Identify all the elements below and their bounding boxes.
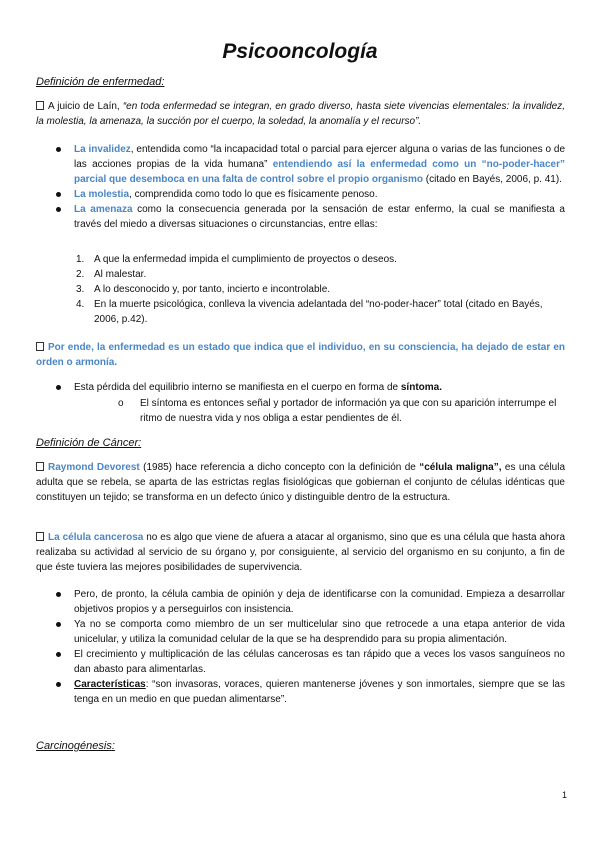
heading-definicion-enfermedad: Definición de enfermedad: bbox=[36, 76, 165, 88]
bullet-icon bbox=[56, 652, 61, 657]
numbered-item: 3. A lo desconocido y, por tanto, incierto e incontrolable. bbox=[76, 284, 331, 295]
bullet-icon bbox=[56, 207, 61, 212]
list-item: El crecimiento y multiplicación de las células cancerosas es tan rápido que a veces los vasos sanguíneos no dan abasto para alimentarlas. bbox=[56, 647, 565, 677]
heading-carcinogenesis: Carcinogénesis: bbox=[36, 740, 115, 752]
heading-definicion-cancer: Definición de Cáncer: bbox=[36, 437, 142, 449]
bullet-icon bbox=[56, 385, 61, 390]
page-title: Psicooncología bbox=[222, 40, 378, 63]
amenaza-numbered-list bbox=[76, 252, 565, 327]
numbered-item: 2. Al malestar. bbox=[76, 269, 147, 280]
checkbox-glyph-icon bbox=[36, 462, 44, 471]
cancer-cell-list bbox=[56, 587, 565, 707]
list-item: Pero, de pronto, la célula cambia de opinión y deja de identificarse con la comunidad. Empieza a desarrollar objetivos propios y a perseguirlos con insistencia. bbox=[56, 587, 565, 617]
list-item: Características: “son invasoras, voraces, quieren mantenerse jóvenes y son inmortales, siempre que se las tenga en un medio en que puedan alimentarse”. bbox=[56, 677, 565, 707]
numbered-item: 4. En la muerte psicológica, conlleva la vivencia adelantada del “no-poder-hacer” total (citado en Bayés, 2006, p.42). bbox=[76, 299, 543, 325]
list-item: La molestia, comprendida como todo lo que es físicamente penoso. bbox=[56, 187, 565, 202]
vivencias-list bbox=[56, 142, 565, 232]
equilibrium-list bbox=[56, 380, 565, 395]
list-item: La invalidez, entendida como “la incapacidad total o parcial para ejercer alguna o varias de las funciones o de las acciones propias de la vida humana” entendiendo así la enfermedad como un “no-poder-hacer” parcial que desemboca en una falta de control sobre el propio organismo (citado en Bayés, 2006, p. 41). bbox=[56, 142, 565, 187]
celula-cancerosa-paragraph: La célula cancerosa no es algo que viene de afuera a atacar al organismo, sino que es una célula que hasta ahora realizaba su actividad al servicio de su órgano y, por consiguiente, al servicio del organismo en su conjunto, a fin de que éste tuviera las mejores posibilidades de supervivencia. bbox=[36, 532, 566, 573]
page-number: 1 bbox=[561, 790, 567, 800]
list-item: Ya no se comporta como miembro de un ser multicelular sino que retrocede a una etapa anterior de vida unicelular, y utiliza la comunidad celular de la que se ha desprendido para su propia alimentación. bbox=[56, 617, 565, 647]
bullet-icon bbox=[56, 147, 61, 152]
list-item: Esta pérdida del equilibrio interno se manifiesta en el cuerpo en forma de síntoma. bbox=[56, 380, 565, 395]
list-item: La amenaza como la consecuencia generada por la sensación de estar enfermo, la cual se manifiesta a través del miedo a diversas situaciones o circunstancias, entre ellas: bbox=[56, 202, 565, 232]
checkbox-glyph-icon bbox=[36, 532, 44, 541]
sintoma-sublist bbox=[118, 396, 565, 426]
bullet-icon bbox=[56, 192, 61, 197]
conclusion-paragraph: Por ende, la enfermedad es un estado que indica que el individuo, en su consciencia, ha dejado de estar en orden o armonía. bbox=[36, 342, 565, 368]
sub-list-item: o El síntoma es entonces señal y portador de información ya que con su aparición interrumpe el ritmo de nuestra vida y nos obliga a estar pendientes de él. bbox=[118, 398, 557, 424]
numbered-item: 1. A que la enfermedad impida el cumplimiento de proyectos o deseos. bbox=[76, 254, 397, 265]
bullet-icon bbox=[56, 622, 61, 627]
checkbox-glyph-icon bbox=[36, 101, 44, 110]
circle-bullet-icon: o bbox=[118, 398, 124, 409]
checkbox-glyph-icon bbox=[36, 342, 44, 351]
devorest-paragraph: Raymond Devorest (1985) hace referencia a dicho concepto con la definición de “célula maligna”, es una célula adulta que se rebela, se aparta de las estrictas reglas fisiológicas que gobiernan el conjunto de células idénticas que constituyen un tejido; se transforma en un defecto único y distinguible dentro de la estructura. bbox=[36, 462, 566, 503]
lain-paragraph: A juicio de Laín, “en toda enfermedad se integran, en grado diverso, hasta siete vivencias elementales: la invalidez, la molestia, la amenaza, la succión por el cuerpo, la soledad, la anomalía y el recurso”. bbox=[36, 101, 565, 127]
bullet-icon bbox=[56, 592, 61, 597]
bullet-icon bbox=[56, 682, 61, 687]
